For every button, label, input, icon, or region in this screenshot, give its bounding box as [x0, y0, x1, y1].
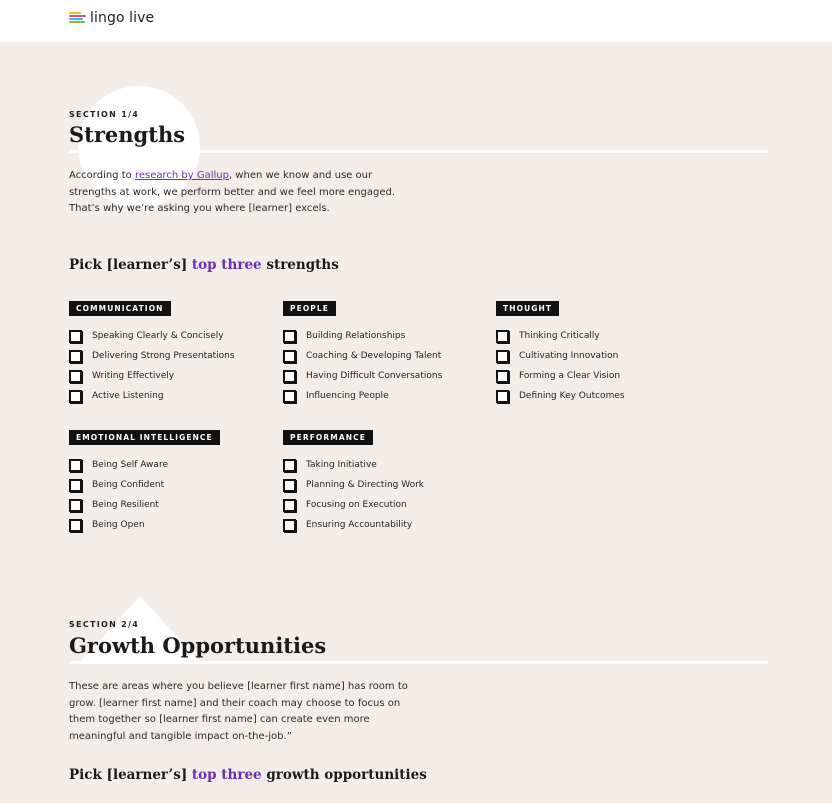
checkbox[interactable] [69, 479, 82, 492]
gallup-research-link[interactable]: research by Gallup [134, 170, 229, 181]
option-label: Delivering Strong Presentations [92, 351, 235, 361]
option-forming-a-clear-vision[interactable] [496, 366, 625, 386]
option-taking-initiative[interactable] [283, 455, 424, 475]
checkbox[interactable] [283, 390, 296, 403]
option-coaching-developing-talent[interactable] [283, 346, 442, 366]
option-being-self-aware[interactable] [69, 455, 220, 475]
group-communication [69, 296, 235, 406]
section-2-divider [69, 661, 768, 664]
category-tag: PERFORMANCE [283, 430, 373, 445]
checkbox[interactable] [283, 519, 296, 532]
option-label: Being Open [92, 520, 145, 530]
option-label: Forming a Clear Vision [519, 371, 621, 381]
top-bar [0, 0, 832, 42]
option-label: Having Difficult Conversations [306, 371, 443, 381]
group-people [283, 296, 442, 406]
checkbox[interactable] [496, 390, 509, 403]
option-label: Coaching & Developing Talent [306, 351, 442, 361]
option-label: Ensuring Accountability [306, 520, 413, 530]
option-influencing-people[interactable] [283, 386, 442, 406]
section-1-intro: According to research by Gallup, when we know and use our strengths at work, we perform better and we feel more engaged. That’s why we’re asking you where [learner] excels. [69, 170, 396, 214]
section-1-divider [69, 150, 768, 153]
option-speaking-clearly-concisely[interactable] [69, 326, 235, 346]
category-tag: COMMUNICATION [69, 301, 171, 316]
checkbox[interactable] [496, 330, 509, 343]
option-being-open[interactable] [69, 515, 220, 535]
checkbox[interactable] [69, 459, 82, 472]
option-label: Speaking Clearly & Concisely [92, 331, 224, 341]
option-label: Influencing People [306, 391, 389, 401]
checkbox[interactable] [69, 499, 82, 512]
option-label: Defining Key Outcomes [519, 391, 625, 401]
section-2-pick-heading: Pick [learner’s] top three growth opportunities [69, 767, 427, 783]
option-label: Being Confident [92, 480, 165, 490]
option-building-relationships[interactable] [283, 326, 442, 346]
option-defining-key-outcomes[interactable] [496, 386, 625, 406]
checkbox[interactable] [69, 350, 82, 363]
section-1-title: Strengths [69, 122, 186, 147]
option-being-confident[interactable] [69, 475, 220, 495]
logo[interactable] [69, 10, 154, 26]
checkbox[interactable] [69, 390, 82, 403]
option-label: Writing Effectively [92, 371, 175, 381]
category-tag: PEOPLE [283, 301, 336, 316]
section-2-intro: These are areas where you believe [learner first name] has room to grow. [learner first name] and their coach may choose to focus on them together so [learner first name] can create even more meaningful and tangible impact on-the-job.” [69, 681, 408, 742]
lingo-live-logo-icon [69, 12, 86, 24]
checkbox[interactable] [283, 459, 296, 472]
checkbox[interactable] [283, 330, 296, 343]
option-label: Focusing on Execution [306, 500, 407, 510]
group-performance [283, 425, 424, 535]
option-thinking-critically[interactable] [496, 326, 625, 346]
option-label: Active Listening [92, 391, 164, 401]
option-focusing-on-execution[interactable] [283, 495, 424, 515]
checkbox[interactable] [496, 370, 509, 383]
option-label: Cultivating Innovation [519, 351, 619, 361]
option-writing-effectively[interactable] [69, 366, 235, 386]
checkbox[interactable] [283, 370, 296, 383]
option-label: Being Self Aware [92, 460, 168, 470]
checkbox[interactable] [69, 330, 82, 343]
section-1-pick-heading: Pick [learner’s] top three strengths [69, 257, 339, 273]
option-ensuring-accountability[interactable] [283, 515, 424, 535]
section-1-kicker: SECTION 1/4 [69, 110, 140, 119]
option-label: Planning & Directing Work [306, 480, 425, 490]
option-label: Building Relationships [306, 331, 406, 341]
checkbox[interactable] [283, 479, 296, 492]
checkbox[interactable] [283, 499, 296, 512]
option-label: Taking Initiative [306, 460, 377, 470]
option-label: Being Resilient [92, 500, 159, 510]
option-having-difficult-conversations[interactable] [283, 366, 442, 386]
option-cultivating-innovation[interactable] [496, 346, 625, 366]
checkbox[interactable] [69, 519, 82, 532]
checkbox[interactable] [69, 370, 82, 383]
checkbox[interactable] [283, 350, 296, 363]
option-delivering-strong-presentations[interactable] [69, 346, 235, 366]
option-planning-directing-work[interactable] [283, 475, 424, 495]
category-tag: EMOTIONAL INTELLIGENCE [69, 430, 220, 445]
category-tag: THOUGHT [496, 301, 559, 316]
checkbox[interactable] [496, 350, 509, 363]
section-2-kicker: SECTION 2/4 [69, 620, 140, 629]
option-active-listening[interactable] [69, 386, 235, 406]
group-emotional-intelligence [69, 425, 220, 535]
logo-text: lingo live [90, 10, 155, 26]
option-being-resilient[interactable] [69, 495, 220, 515]
option-label: Thinking Critically [519, 331, 600, 341]
section-2-title: Growth Opportunities [69, 633, 327, 658]
group-thought [496, 296, 625, 406]
